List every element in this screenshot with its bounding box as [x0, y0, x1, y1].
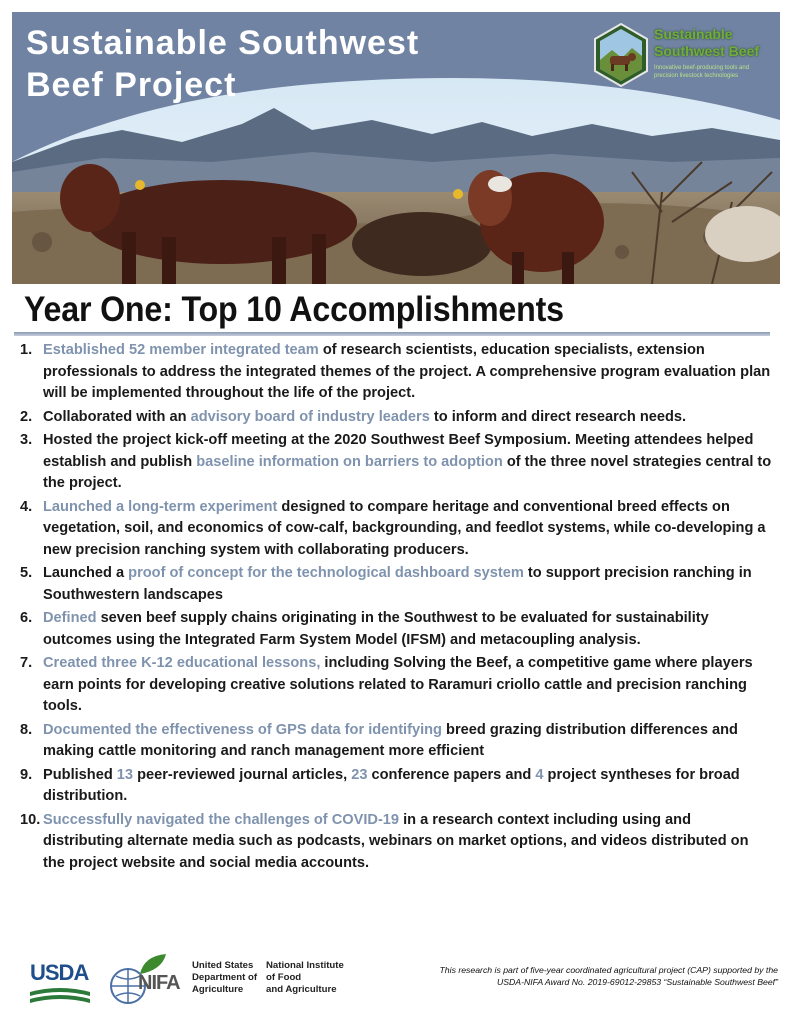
body-text: Published [43, 766, 117, 783]
accomplishment-number: 10. [20, 811, 41, 828]
accomplishment-number: 1. [20, 342, 33, 358]
funding-note [360, 964, 778, 988]
nifa-logo [108, 952, 184, 1010]
highlighted-text: baseline information on barriers to adoption [196, 453, 503, 470]
usda-logo [30, 960, 90, 1008]
accomplishment-item [20, 653, 772, 718]
body-text: of the three novel strategies central to the project. [43, 453, 772, 491]
accomplishment-item [20, 608, 772, 651]
accomplishment-item [20, 407, 772, 429]
heading-divider [14, 332, 770, 336]
body-text: designed to compare heritage and conventional breed effects on vegetation, soil, and economics of cow-calf, backgrounding, and feedlot systems, while co-developing a new precision ranching system with collaborating producers. [43, 498, 766, 558]
highlighted-text: Established 52 member integrated team [43, 342, 319, 358]
usda-swoosh-icon [30, 986, 90, 1008]
section-heading: Year One: Top 10 Accomplishments [24, 290, 564, 329]
highlighted-text: 13 [116, 766, 134, 783]
logo-line1: Sustainable [654, 26, 733, 42]
project-logo [592, 20, 776, 98]
accomplishment-number: 6. [20, 610, 33, 626]
page-title-line2: Beef Project [26, 66, 237, 104]
usda-wordmark: USDA [30, 960, 89, 985]
hexagon-cow-icon [592, 22, 650, 88]
highlighted-text: Documented the effectiveness of GPS data for identifying [43, 721, 442, 738]
footer [0, 944, 791, 1024]
highlighted-text: Created three K-12 educational lessons, [43, 655, 321, 671]
usda-department-name: United States Department of Agriculture [192, 960, 258, 995]
body-text: Collaborated with an [43, 408, 191, 425]
accomplishment-item [20, 563, 772, 606]
accomplishment-item [20, 497, 772, 562]
body-text: project syntheses for broad distribution. [43, 766, 740, 804]
accomplishment-number: 8. [20, 721, 33, 738]
logo-line2: Southwest Beef [654, 43, 760, 59]
accomplishment-item [20, 720, 772, 763]
body-text: Hosted the project kick-off meeting at the 2020 Southwest Beef Symposium. Meeting attendees helped establish and publish [43, 432, 754, 470]
body-text: seven beef supply chains originating in the Southwest to be evaluated for sustainability outcomes using the Integrated Farm System Model (IFSM) and metacoupling analysis. [43, 610, 709, 648]
accomplishment-number: 5. [20, 565, 33, 581]
accomplishment-item [20, 765, 772, 808]
body-text: peer-reviewed journal articles, [133, 766, 352, 783]
accomplishments-list [20, 340, 772, 876]
highlighted-text: proof of concept for the technological dashboard system [128, 565, 524, 581]
funding-note-line2: USDA-NIFA Award No. 2019-69012-29853 “Sustainable Southwest Beef” [496, 977, 778, 987]
nifa-wordmark: NIFA [138, 972, 180, 994]
accomplishment-item [20, 810, 772, 875]
accomplishment-item [20, 430, 772, 495]
highlighted-text: Launched a long-term experiment [43, 498, 278, 515]
accomplishment-number: 7. [20, 655, 33, 671]
body-text: of research scientists, education specialists, extension professionals to address the integrated themes of the project. A comprehensive program evaluation plan will be implemented throughout the life of the project. [43, 342, 771, 401]
highlighted-text: Defined [43, 610, 97, 626]
body-text: breed grazing distribution differences and making cattle monitoring and ranch management more efficient [43, 721, 738, 759]
highlighted-text: 4 [535, 766, 544, 783]
nifa-institute-name: National Institute of Food and Agriculture [266, 960, 344, 995]
body-text: Launched a [43, 565, 129, 581]
accomplishment-number: 9. [20, 766, 33, 783]
body-text: including Solving the Beef, a competitive game where players earn points for developing creative solutions related to Raramuri criollo cattle and precision ranching tools. [43, 655, 753, 714]
logo-tagline: Innovative beef-producing tools and precision livestock technologies [654, 65, 750, 79]
hero-banner [12, 12, 780, 284]
body-text: in a research context including using and distributing alternate media such as podcasts, webinars on market options, and videos distributed on the project website and social media accounts. [43, 811, 749, 871]
cow-middle [352, 212, 492, 276]
funding-note-line1: This research is part of five-year coordinated agricultural project (CAP) supported by the [439, 965, 778, 975]
body-text: to support precision ranching in Southwestern landscapes [43, 565, 752, 603]
page-title [26, 22, 419, 106]
accomplishment-number: 3. [20, 432, 33, 448]
highlighted-text: 23 [351, 766, 368, 783]
body-text: conference papers and [367, 766, 536, 783]
page-title-line1: Sustainable Southwest [26, 24, 420, 62]
accomplishment-number: 2. [20, 408, 33, 425]
body-text: to inform and direct research needs. [429, 408, 687, 425]
highlighted-text: Successfully navigated the challenges of COVID-19 [43, 811, 400, 828]
accomplishment-item [20, 340, 772, 405]
highlighted-text: advisory board of industry leaders [190, 408, 430, 425]
accomplishment-number: 4. [20, 498, 33, 515]
